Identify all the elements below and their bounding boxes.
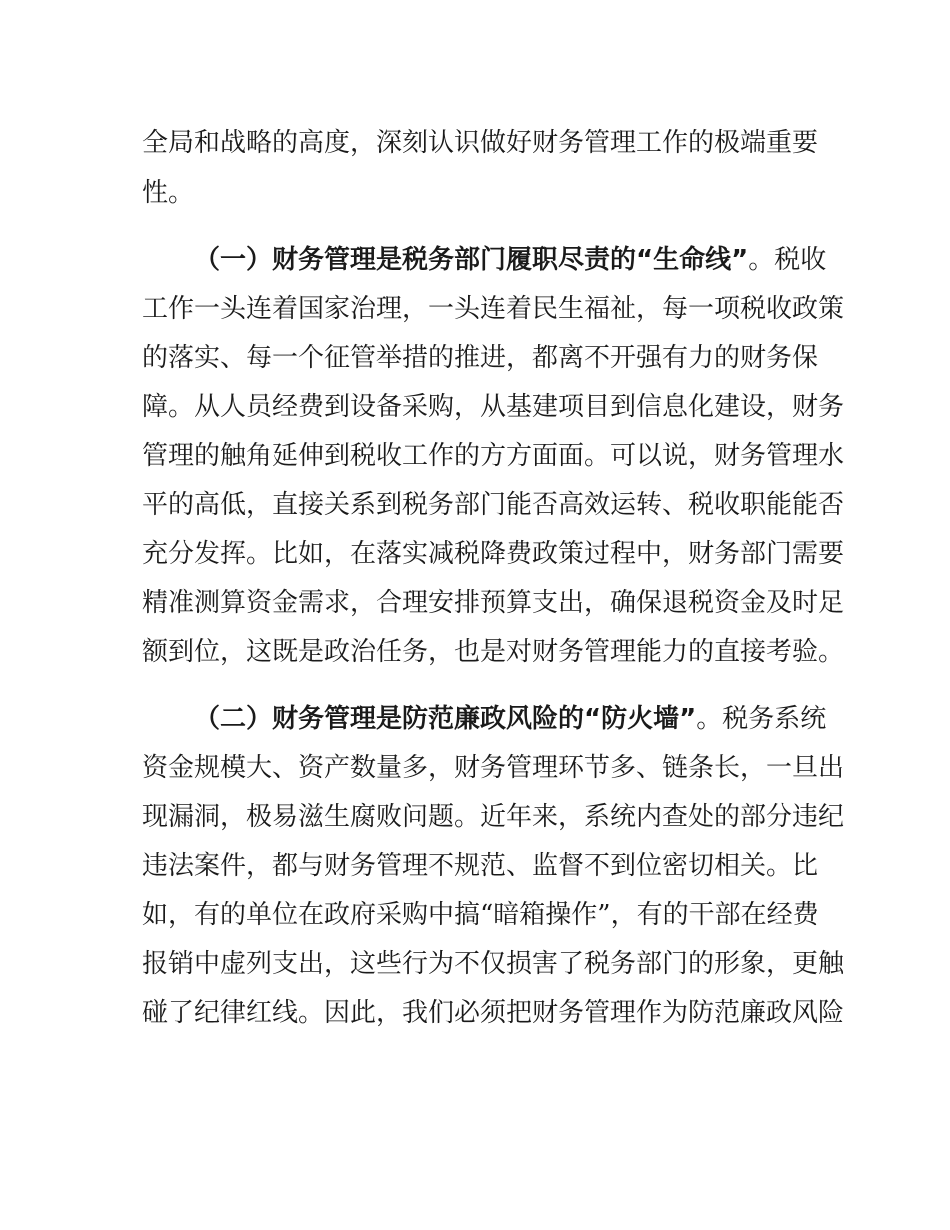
section2-line-3: 现漏洞，极易滋生腐败问题。近年来，系统内查处的部分违纪 xyxy=(142,802,845,832)
section1-line-7: 充分发挥。比如，在落实减税降费政策过程中，财务部门需要 xyxy=(142,539,845,569)
section1-first-line xyxy=(194,245,827,275)
section2-line-5: 如，有的单位在政府采购中搞“暗箱操作”，有的干部在经费 xyxy=(142,900,819,930)
section2-line-7: 碰了纪律红线。因此，我们必须把财务管理作为防范廉政风险 xyxy=(142,998,845,1028)
section2-heading: （二）财务管理是防范廉政风险的“防火墙” xyxy=(194,704,697,734)
section1-heading: （一）财务管理是税务部门履职尽责的“生命线” xyxy=(194,245,749,275)
section1-line-2: 工作一头连着国家治理，一头连着民生福祉，每一项税收政策 xyxy=(142,294,845,324)
section2-first-line xyxy=(194,704,827,734)
section1-line-5: 管理的触角延伸到税收工作的方方面面。可以说，财务管理水 xyxy=(142,441,845,471)
section1-line-9: 额到位，这既是政治任务，也是对财务管理能力的直接考验。 xyxy=(142,637,845,667)
section2-heading-tail: 。税务系统 xyxy=(696,704,827,734)
section2-line-6: 报销中虚列支出，这些行为不仅损害了税务部门的形象，更触 xyxy=(142,949,845,979)
section1-line-4: 障。从人员经费到设备采购，从基建项目到信息化建设，财务 xyxy=(142,392,845,422)
intro-line-2: 性。 xyxy=(142,178,195,208)
section1-line-8: 精准测算资金需求，合理安排预算支出，确保退税资金及时足 xyxy=(142,588,845,618)
section1-heading-tail: 。税收 xyxy=(748,245,827,275)
section2-line-4: 违法案件，都与财务管理不规范、监督不到位密切相关。比 xyxy=(142,851,819,881)
intro-line-1: 全局和战略的高度，深刻认识做好财务管理工作的极端重要 xyxy=(142,128,819,158)
section1-line-6: 平的高低，直接关系到税务部门能否高效运转、税收职能能否 xyxy=(142,490,845,520)
section1-line-3: 的落实、每一个征管举措的推进，都离不开强有力的财务保 xyxy=(142,343,819,373)
section2-line-2: 资金规模大、资产数量多，财务管理环节多、链条长，一旦出 xyxy=(142,753,845,783)
